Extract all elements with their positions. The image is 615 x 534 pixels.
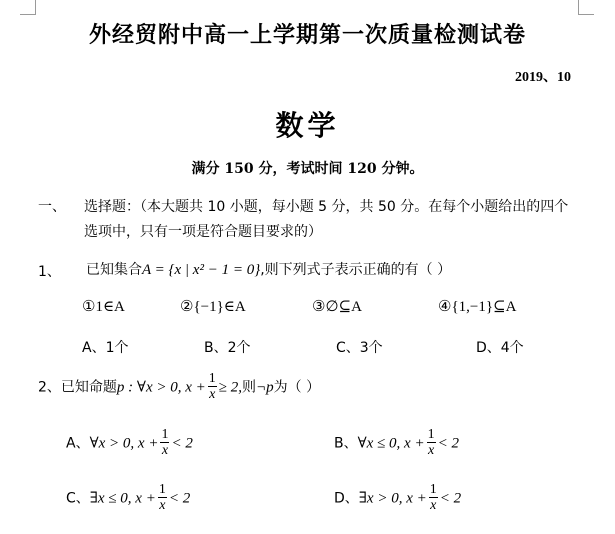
- q1-statement-3: ③∅⊆A: [312, 299, 362, 315]
- q1-option-c: C、3个: [336, 340, 383, 356]
- q2-option-d-fraction: [429, 483, 438, 513]
- q2-fraction-numerator: 1: [208, 371, 216, 386]
- q2-option-d-left: ∃x > 0, x +: [358, 490, 427, 507]
- q2-negation: ¬p: [256, 379, 274, 396]
- q2-option-d-numerator: 1: [429, 482, 437, 497]
- q2-option-c: [66, 483, 190, 513]
- q2-option-a-right: < 2: [171, 435, 193, 452]
- exam-date: 2019、10: [515, 70, 571, 85]
- q2-option-a-label: A、: [66, 435, 90, 452]
- exam-info: 满分 150 分，考试时间 120 分钟。: [191, 161, 424, 177]
- q2-option-a-fraction: [160, 428, 169, 458]
- document-title: 外经贸附中高一上学期第一次质量检测试卷: [88, 22, 526, 48]
- q2-proposition-right: ≥ 2,: [218, 379, 243, 396]
- q1-option-d: D、4个: [476, 340, 524, 356]
- q2-fraction: [208, 372, 217, 402]
- section-heading-line2: 选项中，只有一项是符合题目要求的）: [84, 224, 322, 240]
- q1-option-a: A、1个: [82, 340, 129, 356]
- q2-fraction-denominator: x: [209, 387, 216, 402]
- q1-statement-4: ④{1,−1}⊆A: [438, 299, 517, 315]
- q2-number: 2、: [38, 379, 61, 396]
- q2-option-b-right: < 2: [437, 435, 459, 452]
- q2-option-d-right: < 2: [439, 490, 462, 507]
- q1-set-definition: A = {x | x² − 1 = 0}: [142, 262, 261, 278]
- q2-option-a-denominator: x: [161, 443, 169, 458]
- q1-stem-prefix: 已知集合: [86, 262, 142, 278]
- q2-proposition-left: p : ∀x > 0, x +: [116, 379, 206, 396]
- q2-option-a: [66, 428, 193, 458]
- q2-option-b-fraction: [427, 428, 436, 458]
- q2-option-b: [334, 428, 459, 458]
- q2-option-b-denominator: x: [427, 443, 435, 458]
- q2-stem-suffix: 为（ ）: [273, 379, 321, 396]
- q2-option-c-label: C、: [66, 490, 90, 507]
- section-number: 一、: [38, 199, 66, 215]
- q2-option-b-numerator: 1: [427, 427, 435, 442]
- q2-stem: [38, 372, 320, 402]
- q2-option-d-denominator: x: [430, 498, 437, 513]
- q1-number: 1、: [38, 264, 61, 280]
- q1-statement-2: ②{−1}∈A: [180, 299, 246, 315]
- q1-stem: [86, 259, 451, 279]
- crop-mark-left-vertical: [35, 0, 36, 14]
- q2-option-a-numerator: 1: [161, 427, 169, 442]
- q2-option-d: [334, 483, 461, 513]
- section-heading-line1: 选择题：（本大题共 10 小题，每小题 5 分，共 50 分。在每个小题给出的四个: [84, 199, 569, 215]
- crop-mark-left-horizontal: [20, 14, 36, 15]
- q2-option-b-label: B、: [334, 435, 358, 452]
- q2-option-b-left: ∀x ≤ 0, x +: [357, 435, 425, 452]
- subject-heading: 数学: [275, 109, 340, 142]
- q2-option-d-label: D、: [334, 490, 359, 507]
- q2-stem-prefix: 已知命题: [60, 379, 117, 396]
- crop-mark-right-vertical: [578, 0, 579, 14]
- q1-statement-1: ①1∈A: [82, 299, 125, 315]
- q2-option-a-left: ∀x > 0, x +: [89, 435, 159, 452]
- crop-mark-right-horizontal: [578, 14, 594, 15]
- q2-option-c-numerator: 1: [158, 482, 166, 497]
- q2-option-c-right: < 2: [168, 490, 191, 507]
- q1-option-b: B、2个: [204, 340, 251, 356]
- q2-option-c-left: ∃x ≤ 0, x +: [89, 490, 156, 507]
- q2-option-c-fraction: [158, 483, 167, 513]
- q2-stem-mid: 则: [242, 379, 257, 396]
- q2-option-c-denominator: x: [159, 498, 166, 513]
- q1-stem-suffix: ,则下列式子表示正确的有（ ）: [260, 262, 452, 278]
